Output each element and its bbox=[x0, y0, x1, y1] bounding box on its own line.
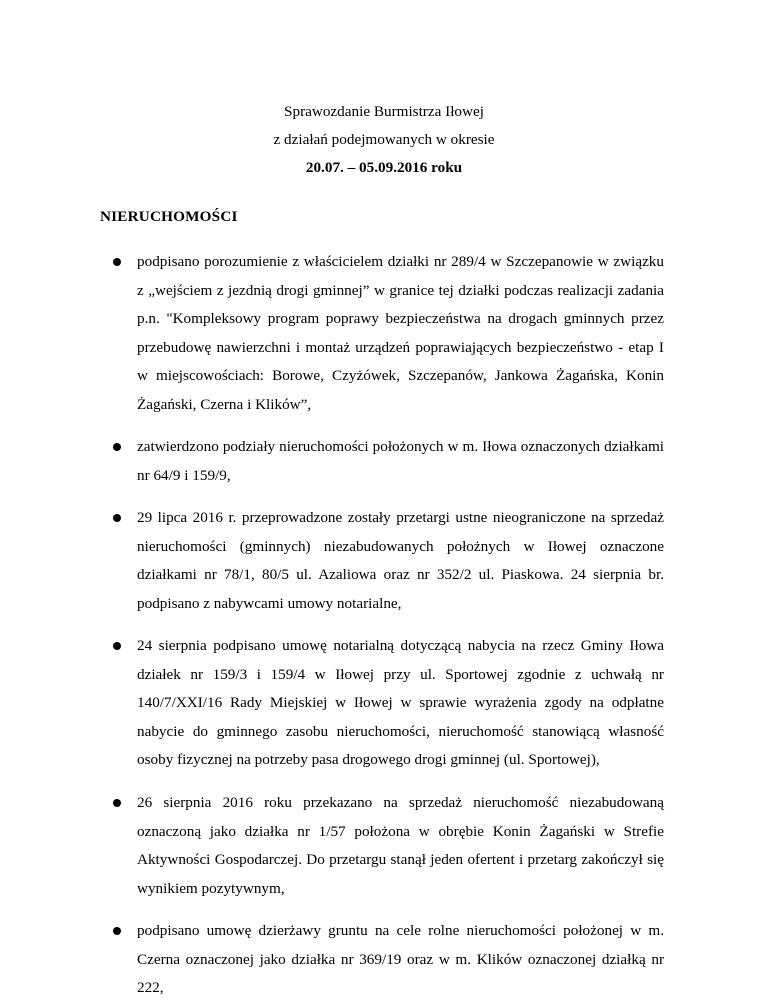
list-item-text: 26 sierpnia 2016 roku przekazano na sprzedaż nieruchomość niezabudowaną oznaczoną jako działka nr 1/57 położona w obrębie Konin Żagański w Strefie Aktywności Gospodarczej. Do przetargu stanął jeden ofertent i przetarg zakończył się wynikiem pozytywnym, bbox=[137, 794, 664, 897]
list-item-text: podpisano porozumienie z właścicielem działki nr 289/4 w Szczepanowie w związku z „wejściem z jezdnią drogi gminnej” w granice tej działki podczas realizacji zadania p.n. "Kompleksowy program poprawy bezpieczeństwa na drogach gminnych przez przebudowę nawierzchni i montaż urządzeń poprawiających bezpieczeństwo - etap I w miejscowościach: Borowe, Czyżówek, Szczepanów, Jankowa Żagańska, Konin Żagański, Czerna i Klików”, bbox=[137, 253, 664, 413]
bullet-icon bbox=[113, 258, 121, 266]
list-item bbox=[137, 504, 664, 618]
section-heading: NIERUCHOMOŚCI bbox=[100, 208, 238, 225]
title-date-range: 20.07. – 05.09.2016 roku bbox=[305, 159, 463, 176]
bullet-icon bbox=[113, 927, 121, 935]
list-item bbox=[137, 248, 664, 419]
list-item-text: podpisano umowę dzierżawy gruntu na cele rolne nieruchomości położonej w m. Czerna oznaczonej jako działka nr 369/19 oraz w m. Klików oznaczonej działką nr 222, bbox=[137, 922, 664, 996]
bullet-icon bbox=[113, 799, 121, 807]
title-line-2: z działań podejmowanych w okresie bbox=[273, 131, 495, 148]
document-title bbox=[0, 98, 768, 182]
list-item-text: zatwierdzono podziały nieruchomości położonych w m. Iłowa oznaczonych działkami nr 64/9 i 159/9, bbox=[137, 438, 664, 484]
bullet-icon bbox=[113, 443, 121, 451]
list-item-text: 29 lipca 2016 r. przeprowadzone zostały przetargi ustne nieograniczone na sprzedaż nieruchomości (gminnych) niezabudowanych położnych w Iłowej oznaczone działkami nr 78/1, 80/5 ul. Azaliowa oraz nr 352/2 ul. Piaskowa. 24 sierpnia br. podpisano z nabywcami umowy notarialne, bbox=[137, 509, 664, 612]
list-item bbox=[137, 433, 664, 490]
list-item-text: 24 sierpnia podpisano umowę notarialną dotyczącą nabycia na rzecz Gminy Iłowa działek nr 159/3 i 159/4 w Iłowej przy ul. Sportowej zgodnie z uchwałą nr 140/7/XXI/16 Rady Miejskiej w Iłowej w sprawie wyrażenia zgody na odpłatne nabycie do gminnego zasobu nieruchomości, nieruchomość stanowiącą własność osoby fizycznej na potrzeby pasa drogowego drogi gminnej (ul. Sportowej), bbox=[137, 637, 664, 768]
list-item bbox=[137, 789, 664, 903]
title-line-1: Sprawozdanie Burmistrza Iłowej bbox=[284, 103, 484, 120]
list-item bbox=[137, 917, 664, 1003]
bullet-icon bbox=[113, 642, 121, 650]
bullet-icon bbox=[113, 514, 121, 522]
list-item bbox=[137, 632, 664, 775]
